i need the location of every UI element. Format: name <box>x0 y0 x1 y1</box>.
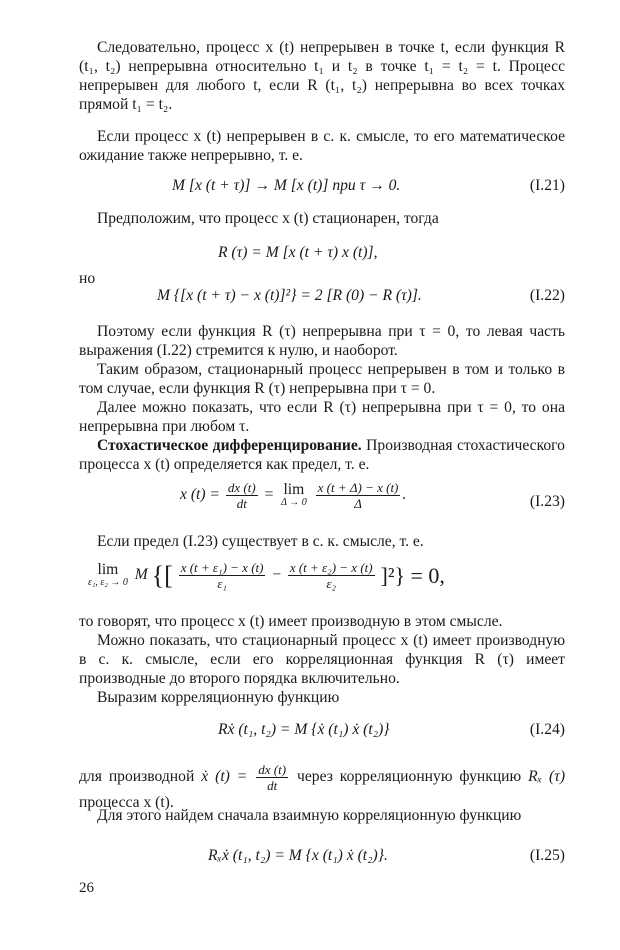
equation-I24 <box>79 720 565 746</box>
text-via-correlation: через корреляционную функцию <box>297 768 522 786</box>
eq-lim-ms-close: ]²} = 0, <box>380 563 445 588</box>
eq-lim-ms-frac-b-den: ε₂ <box>326 576 337 591</box>
equation-I24-formula: Rẋ (t₁, t₂) = M {ẋ (t₁) ẋ (t₂)} <box>218 721 390 738</box>
inline-frac <box>256 762 288 793</box>
eq-lim-ms-minus: − <box>271 566 282 584</box>
equation-limit-ms-formula <box>85 560 445 591</box>
eq-lim-ms-frac-a-den: ε₁ <box>217 576 227 591</box>
eq-lim-ms-word: lim <box>97 560 119 578</box>
eq-lim-ms-lim <box>88 560 128 589</box>
equation-I24-number: (I.24) <box>529 721 565 738</box>
inline-frac-num: dx (t) <box>258 762 287 777</box>
eq-lim-ms-frac-a-num: x (t + ε₁) − x (t) <box>180 560 264 575</box>
equation-I21 <box>79 176 565 202</box>
inline-xdot: ẋ (t) = <box>201 768 248 786</box>
paragraph-derivative-text: Производная стохастического процесса x (t) определяется как предел, т. е. <box>79 437 565 473</box>
equation-I25-number: (I.25) <box>529 847 565 864</box>
paragraph-express: Выразим корреляционную функцию <box>97 689 340 706</box>
paragraph-they-say: то говорят, что процесс x (t) имеет производную в этом смысле. <box>79 613 503 630</box>
paragraph-can-show: Можно показать, что стационарный процесс x (t) имеет производную в с. к. смысле, если его корреляционная функция R (τ) имеет производные до второго порядка включительно. <box>79 632 565 687</box>
eq-lim-ms-open: {[ <box>151 561 173 590</box>
equation-I25 <box>79 846 565 872</box>
equation-I22 <box>79 286 565 312</box>
paragraph-continuity: Следовательно, процесс x (t) непрерывен в точке t, если функция R (t₁, t₂) непрерывна относительно t₁ и t₂ в точке t₁ = t₂ = t. Процесс непрерывен для любого t, если R (t₁, t₂) непрерывна во всех точках прямой t₁ = t₂. <box>79 39 565 113</box>
eq-I23-frac-d <box>226 480 258 511</box>
eq-I23-frac-d-den: dt <box>236 496 247 511</box>
eq-I23-lim-sub: Δ → 0 <box>281 496 307 508</box>
eq-I23-frac-delta <box>316 480 401 511</box>
equation-I23-formula <box>180 480 406 511</box>
text-process: процесса x (t). <box>79 794 174 811</box>
equation-limit-ms <box>79 560 565 606</box>
paragraph-further: Далее можно показать, что если R (τ) непрерывна при τ = 0, то она непрерывна при любом τ. <box>79 399 565 435</box>
paragraph-for-this: Для этого найдем сначала взаимную корреляционную функцию <box>97 807 522 824</box>
label-no: но <box>79 270 96 287</box>
paragraph-if-limit: Если предел (I.23) существует в с. к. смысле, т. е. <box>97 533 424 550</box>
inline-frac-den: dt <box>267 778 278 793</box>
eq-I23-frac-delta-den: Δ <box>354 496 362 511</box>
eq-I23-frac-d-num: dx (t) <box>227 480 256 495</box>
equation-R-formula: R (τ) = M [x (t + τ) x (t)], <box>218 244 378 261</box>
eq-lim-ms-M: M <box>134 566 148 584</box>
eq-lim-ms-frac-b <box>288 560 375 591</box>
equation-I25-formula: Rₓẋ (t₁, t₂) = M {x (t₁) ẋ (t₂)}. <box>208 847 388 864</box>
paragraph-for-derivative <box>79 762 565 812</box>
equation-I23-number: (I.23) <box>529 493 565 510</box>
equation-I23 <box>79 478 565 524</box>
eq-I23-equals: = <box>263 486 275 504</box>
equation-I21-formula: M [x (t + τ)] → M [x (t)] при τ → 0. <box>172 177 401 194</box>
eq-I23-frac-delta-num: x (t + Δ) − x (t) <box>317 480 399 495</box>
equation-I21-number: (I.21) <box>529 177 565 194</box>
inline-Rx: Rₓ (τ) <box>528 768 566 786</box>
paragraph-derivative <box>79 436 565 474</box>
paragraph-therefore: Поэтому если функция R (τ) непрерывна при τ = 0, то левая часть выражения (I.22) стремится к нулю, и наоборот. <box>79 323 565 359</box>
heading-stochastic-diff: Стохастическое дифференцирование. <box>97 437 362 454</box>
eq-lim-ms-frac-b-num: x (t + ε₂) − x (t) <box>289 560 373 575</box>
paragraph-stationary: Предположим, что процесс x (t) стационарен, тогда <box>97 210 439 227</box>
equation-I22-number: (I.22) <box>529 287 565 304</box>
eq-I23-lhs: x (t) = <box>180 486 220 504</box>
page-number: 26 <box>79 880 94 896</box>
text-for-derivative: для производной <box>79 768 195 786</box>
eq-I23-end: . <box>402 486 407 504</box>
equation-R <box>79 243 565 269</box>
paragraph-thus: Таким образом, стационарный процесс непрерывен в том и только в том случае, если функция R (τ) непрерывна при τ = 0. <box>79 361 565 397</box>
eq-I23-lim <box>281 480 307 509</box>
eq-lim-ms-frac-a <box>179 560 266 591</box>
paragraph-expectation: Если процесс x (t) непрерывен в с. к. смысле, то его математическое ожидание также непрерывно, т. е. <box>79 128 565 164</box>
equation-I22-formula: M {[x (t + τ) − x (t)]²} = 2 [R (0) − R (τ)]. <box>157 287 422 304</box>
eq-I23-lim-word: lim <box>283 480 305 498</box>
eq-lim-ms-sub: ε₁, ε₂ → 0 <box>88 576 128 588</box>
